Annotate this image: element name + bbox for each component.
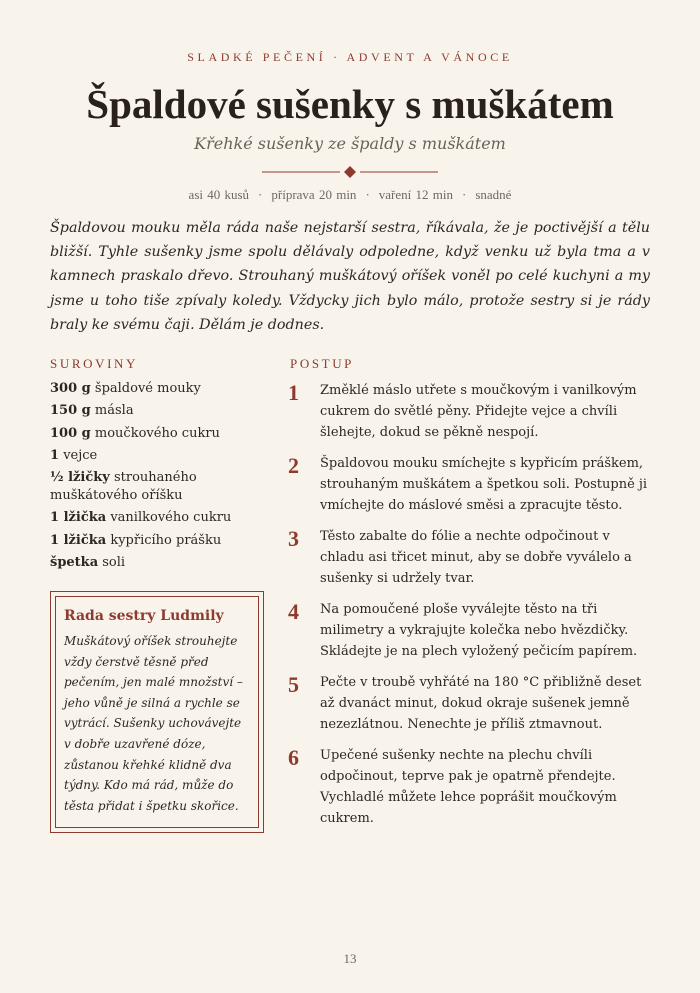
meta-difficulty: snadné [475,187,512,202]
tip-box-inner [55,596,259,828]
method-step [288,380,650,443]
ingredient-name: soli [102,555,126,571]
recipe-subtitle: Křehké sušenky ze špaldy s muškátem [194,134,506,153]
meta-separator: · [258,187,263,202]
ingredient-qty: 1 [50,447,60,463]
ingredients-list [50,380,260,576]
method-step [288,453,650,516]
method-step [288,745,650,829]
step-text: Špaldovou mouku smíchejte s kypřicím práškem, strouhaným muškátem a špetkou soli. Postupně ji vmíchejte do máslové směsi a zpracujte těsto. [320,456,648,513]
step-number: 4 [288,599,299,624]
method-steps [288,380,650,839]
ingredient-qty: 300 g [50,381,91,396]
tip-box [50,591,264,833]
divider-ornament-icon [262,164,438,180]
step-text: Těsto zabalte do fólie a nechte odpočinout v chladu asi třicet minut, aby se dobře vyválelo a sušenky si udržely tvar. [320,529,632,586]
step-number: 5 [288,672,299,697]
ingredient-item [50,509,260,527]
ingredient-item [50,380,260,398]
meta-yield: asi 40 kusů [188,187,250,202]
recipe-title: Špaldové sušenky s muškátem [86,81,614,127]
ingredient-qty: 1 lžička [50,510,107,526]
ingredient-name: strouhaného muškátového oříšku [50,470,197,504]
tip-title: Rada sestry Ludmily [64,608,224,624]
category-kicker: SLADKÉ PEČENÍ · ADVENT A VÁNOCE [187,50,513,64]
page-number: 13 [343,951,357,966]
ingredient-item [50,469,260,505]
ingredient-item [50,402,260,420]
step-number: 3 [288,526,299,551]
method-heading: POSTUP [290,356,355,371]
ingredient-qty: 150 g [50,403,91,419]
intro-story: Špaldovou mouku měla ráda naše nejstarší sestra, říkávala, že je poctivější a tělu bližší. Tyhle sušenky jsme spolu dělávaly odpoledne, když venku už byla tma a v kamnech praskalo dřevo. Strouhaný muškátový oříšek voněl po celé kuchyni a my jsme u toho tiše zpívaly koledy. Vždycky jich bylo málo, protože sestry si je rády braly ke svému čaji. Dělám je dodnes. [50,220,650,333]
ingredient-qty: špetka [50,555,99,571]
meta-cook-time: vaření 12 min [378,187,453,202]
tip-text: Muškátový oříšek strouhejte vždy čerstvě těsně před pečením, jen malé množství – jeho vůně je silná a rychle se vytrácí. Sušenky uchovávejte v dobře uzavřené dóze, zůstanou křehké klidně dva týdny. Kdo má rád, může do těsta přidat i špetku skořice. [64,634,243,813]
recipe-meta [0,187,700,203]
step-number: 6 [288,745,299,770]
ingredient-qty: ½ lžičky [50,470,110,486]
ingredient-name: kypřicího prášku [110,532,222,548]
ingredient-name: vejce [63,447,98,463]
ingredient-qty: 100 g [50,425,91,441]
ingredient-item [50,532,260,550]
step-text: Změklé máslo utřete s moučkovým i vanilkovým cukrem do světlé pěny. Přidejte vejce a chvíli šlehejte, dokud se pěkně nespojí. [320,383,637,440]
method-step [288,599,650,662]
ingredient-qty: 1 lžička [50,532,107,548]
ingredient-name: špaldové mouky [94,381,201,396]
ingredient-name: moučkového cukru [94,425,220,441]
step-text: Pečte v troubě vyhřáté na 180 °C přibližně deset až dvanáct minut, dokud okraje sušenek jemně nezezlátnou. Nenechte je příliš ztmavnout. [320,675,642,732]
step-number: 1 [288,380,299,405]
meta-separator: · [462,187,467,202]
ingredient-name: vanilkového cukru [110,510,232,526]
method-step [288,672,650,735]
ingredient-name: másla [94,403,134,419]
step-text: Na pomoučené ploše vyválejte těsto na tři milimetry a vykrajujte kolečka nebo hvězdičky. Skládejte je na plech vyložený pečicím papírem. [320,602,638,659]
step-number: 2 [288,453,299,478]
method-step [288,526,650,589]
ingredient-item [50,425,260,443]
meta-prep-time: příprava 20 min [271,187,357,202]
step-text: Upečené sušenky nechte na plechu chvíli odpočinout, teprve pak je opatrně přendejte. Vychladlé můžete lehce poprášit moučkovým cukrem. [320,748,617,826]
meta-separator: · [365,187,370,202]
ingredients-heading: SUROVINY [50,356,138,371]
ingredient-item [50,447,260,465]
ingredient-item [50,554,260,572]
